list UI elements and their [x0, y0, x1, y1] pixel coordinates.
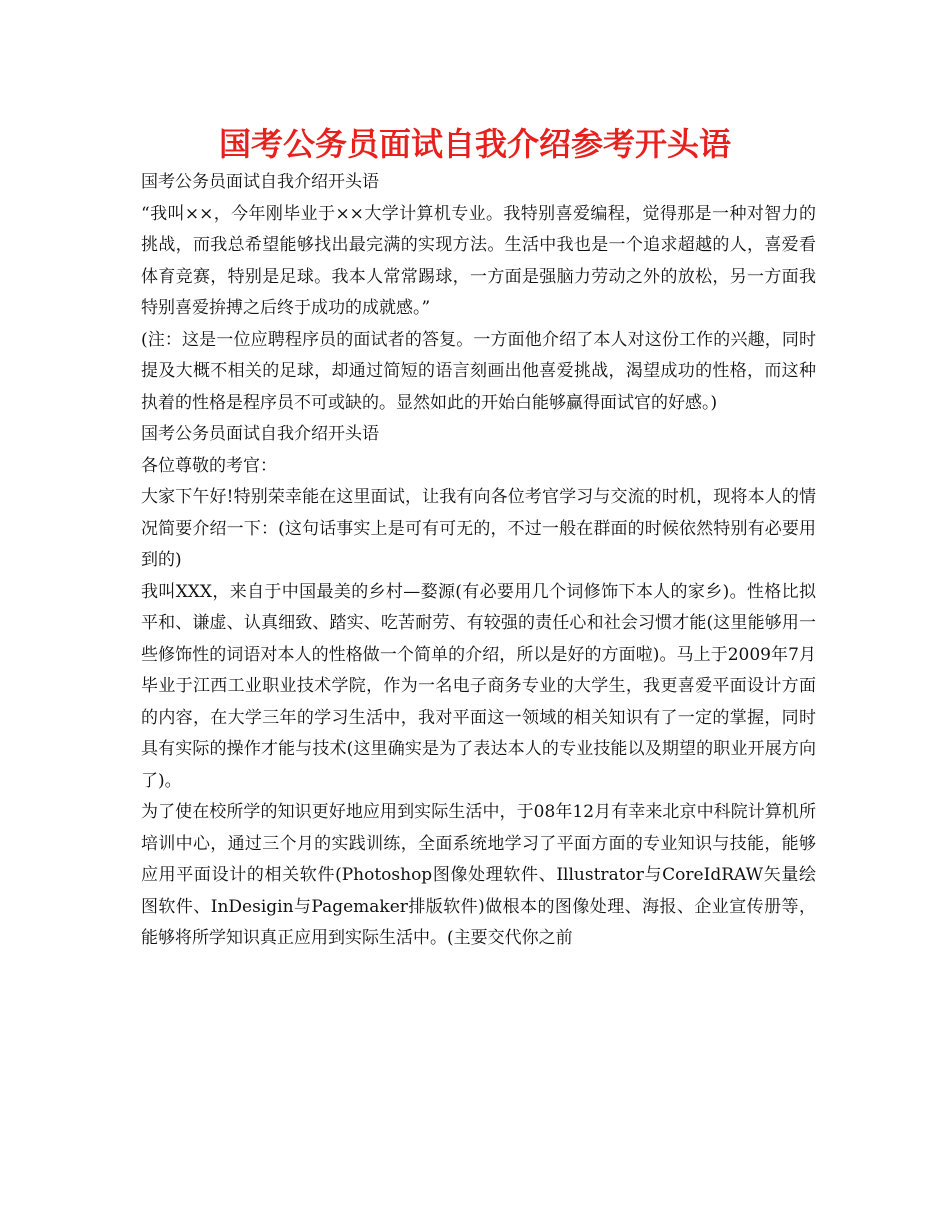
document-title: 国考公务员面试自我介绍参考开头语 — [218, 125, 731, 163]
paragraph-heading-2: 国考公务员面试自我介绍开头语 — [141, 424, 379, 444]
paragraph-quote: “我叫××，今年刚毕业于××大学计算机专业。我特别喜爱编程，觉得那是一种对智力的挑战，而我总希望能够找出最完满的实现方法。生活中我也是一个追求超越的人，喜爱看体育竞赛，特别是足球。我本人常常踢球，一方面是强脑力劳动之外的放松，另一方面我特别喜爱拚搏之后终于成功的成就感。” — [141, 203, 816, 318]
paragraph-note: (注：这是一位应聘程序员的面试者的答复。一方面他介绍了本人对这份工作的兴趣，同时提及大概不相关的足球，却通过简短的语言刻画出他喜爱挑战，渴望成功的性格，而这种执着的性格是程序员不可或缺的。显然如此的开始白能够赢得面试官的好感。) — [141, 329, 816, 413]
paragraph-self-intro: 我叫XXX，来自于中国最美的乡村—婺源(有必要用几个词修饰下本人的家乡)。性格比拟平和、谦虚、认真细致、踏实、吃苦耐劳、有较强的责任心和社会习惯才能(这里能够用一些修饰性的词语对本人的性格做一个简单的介绍，所以是好的方面啦)。马上于2009年7月毕业于江西工业职业技术学院，作为一名电子商务专业的大学生，我更喜爱平面设计方面的内容，在大学三年的学习生活中，我对平面这一领域的相关知识有了一定的掌握，同时具有实际的操作才能与技术(这里确实是为了表达本人的专业技能以及期望的职业开展方向了)。 — [141, 581, 816, 791]
paragraph-training: 为了使在校所学的知识更好地应用到实际生活中，于08年12月有幸来北京中科院计算机所培训中心，通过三个月的实践训练，全面系统地学习了平面方面的专业知识与技能，能够应用平面设计的相关软件(Photoshop图像处理软件、Illustrator与CoreIdRAW矢量绘图软件、InDesigin与Pagemaker排版软件)做根本的图像处理、海报、企业宣传册等，能够将所学知识真正应用到实际生活中。(主要交代你之前 — [141, 802, 816, 948]
paragraph-greeting: 各位尊敬的考官： — [141, 455, 277, 476]
paragraph-heading-1: 国考公务员面试自我介绍开头语 — [141, 172, 379, 192]
document-body — [141, 167, 816, 955]
paragraph-opening: 大家下午好!特别荣幸能在这里面试，让我有向各位考官学习与交流的时机，现将本人的情况简要介绍一下：(这句话事实上是可有可无的，不过一般在群面的时候依然特别有必要用到的) — [141, 487, 816, 570]
